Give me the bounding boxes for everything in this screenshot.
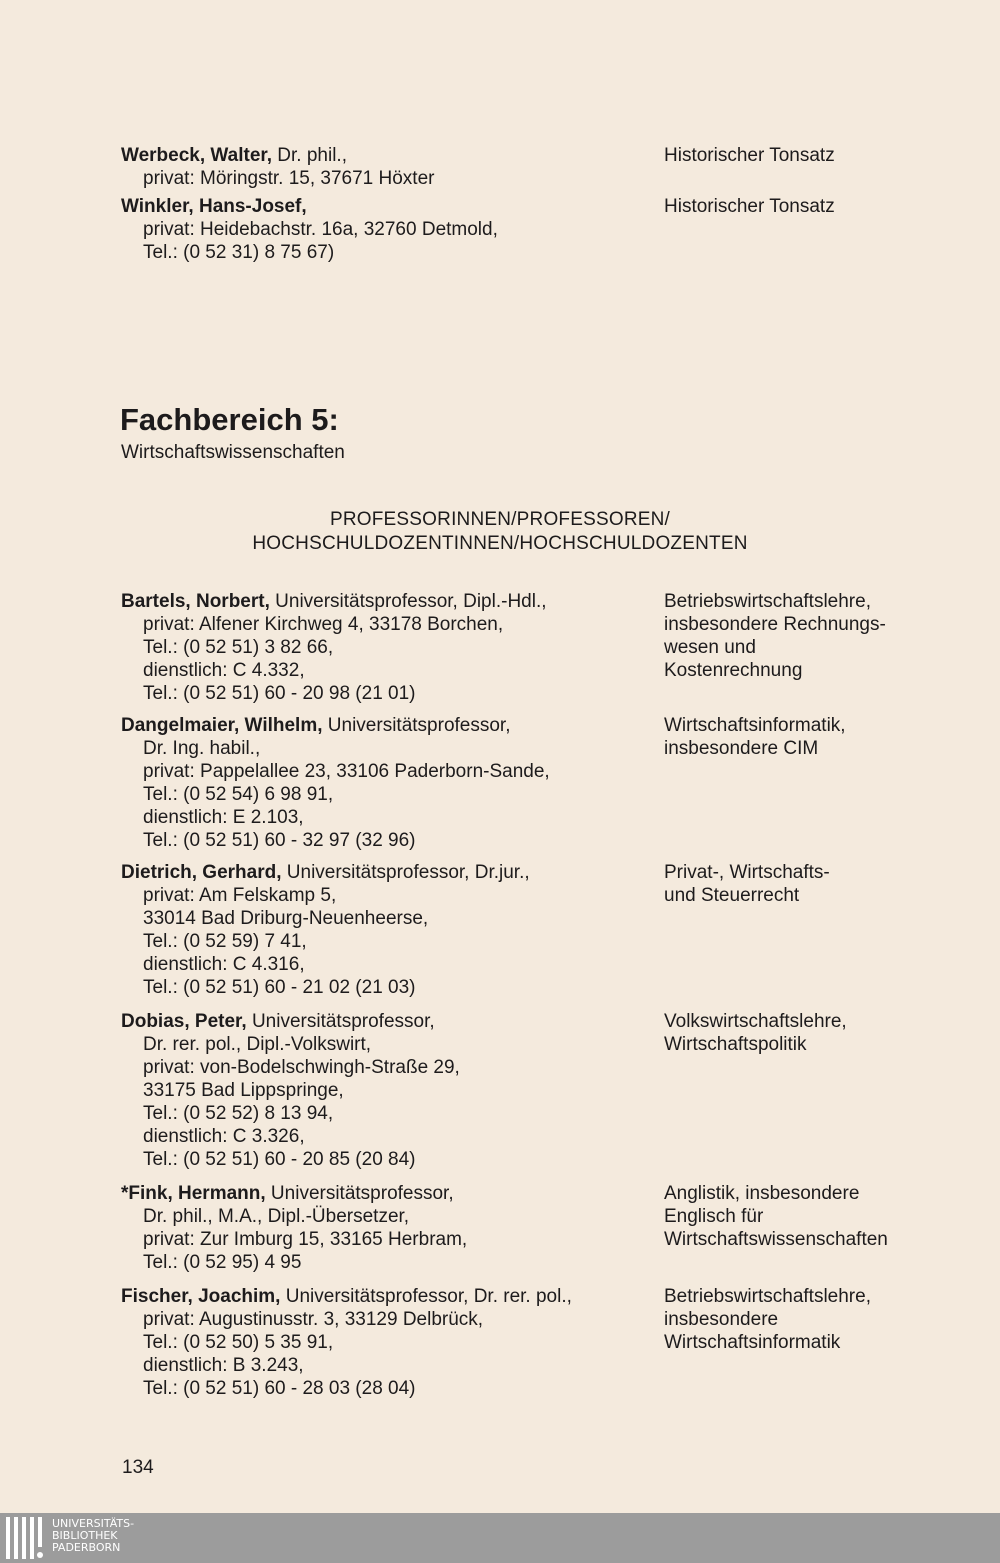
- person-name: Fischer, Joachim,: [121, 1286, 281, 1307]
- subject-line: wesen und: [664, 637, 756, 658]
- entry-detail-line: dienstlich: B 3.243,: [143, 1355, 304, 1376]
- page-number: 134: [122, 1457, 154, 1478]
- entry-first-line: [121, 195, 641, 218]
- person-name: Bartels, Norbert,: [121, 591, 270, 612]
- entry-detail-line: Tel.: (0 52 51) 60 - 20 98 (21 01): [143, 683, 416, 704]
- library-logo-text: [52, 1518, 134, 1554]
- subject-line: Betriebswirtschaftslehre,: [664, 1286, 871, 1307]
- entry-details: [121, 1285, 641, 1400]
- entry-detail-line: dienstlich: C 4.316,: [143, 954, 305, 975]
- subject-line: Wirtschaftsinformatik: [664, 1332, 841, 1353]
- entry-subject: [664, 714, 984, 760]
- entry-detail-line: privat: Heidebachstr. 16a, 32760 Detmold,: [143, 219, 498, 240]
- entry-details: [121, 195, 641, 264]
- subject-line: Historischer Tonsatz: [664, 196, 835, 217]
- subject-line: Volkswirtschaftslehre,: [664, 1011, 847, 1032]
- entry-first-line: [121, 590, 641, 613]
- person-title: Universitätsprofessor, Dr. rer. pol.,: [280, 1286, 572, 1307]
- entry-details: [121, 590, 641, 705]
- entry-detail-line: Tel.: (0 52 51) 3 82 66,: [143, 637, 334, 658]
- entry-detail-line: Tel.: (0 52 50) 5 35 91,: [143, 1332, 334, 1353]
- entry-subject: [664, 144, 984, 167]
- entry-detail-line: dienstlich: C 3.326,: [143, 1126, 305, 1147]
- entry-detail-line: privat: Pappelallee 23, 33106 Paderborn-Sande,: [143, 761, 550, 782]
- person-name: *Fink, Hermann,: [121, 1183, 266, 1204]
- person-title: Universitätsprofessor,: [246, 1011, 435, 1032]
- entry-detail-line: Tel.: (0 52 52) 8 13 94,: [143, 1103, 334, 1124]
- entry-detail-line: Dr. Ing. habil.,: [143, 738, 261, 759]
- subject-line: Kostenrechnung: [664, 660, 803, 681]
- entry-detail-line: Tel.: (0 52 51) 60 - 32 97 (32 96): [143, 830, 416, 851]
- subject-line: Anglistik, insbesondere: [664, 1183, 860, 1204]
- group-heading-line-1: PROFESSORINNEN/PROFESSOREN/: [329, 509, 671, 530]
- person-title: Dr. phil.,: [272, 145, 347, 166]
- entry-detail-line: Dr. rer. pol., Dipl.-Volkswirt,: [143, 1034, 372, 1055]
- entry-details: [121, 714, 641, 852]
- entry-detail-line: privat: Zur Imburg 15, 33165 Herbram,: [143, 1229, 468, 1250]
- section-subtitle: Wirtschaftswissenschaften: [121, 442, 345, 463]
- entry-detail-line: Tel.: (0 52 31) 8 75 67): [143, 242, 335, 263]
- entry-detail-line: 33014 Bad Driburg-Neuenheerse,: [143, 908, 429, 929]
- entry-first-line: [121, 1010, 641, 1033]
- entry-first-line: [121, 1182, 641, 1205]
- entry-subject: [664, 195, 984, 218]
- person-name: Dietrich, Gerhard,: [121, 862, 282, 883]
- library-logo-icon: [4, 1517, 48, 1559]
- subject-line: insbesondere CIM: [664, 738, 819, 759]
- entry-subject: [664, 590, 984, 682]
- person-title: Universitätsprofessor, Dr.jur.,: [281, 862, 530, 883]
- person-title: Universitätsprofessor,: [322, 715, 511, 736]
- entry-detail-line: privat: Möringstr. 15, 37671 Höxter: [143, 168, 435, 189]
- entry-detail-line: privat: von-Bodelschwingh-Straße 29,: [143, 1057, 460, 1078]
- person-name: Werbeck, Walter,: [121, 145, 273, 166]
- subject-line: Privat-, Wirtschafts-: [664, 862, 830, 883]
- person-name: Dangelmaier, Wilhelm,: [121, 715, 323, 736]
- entry-details: [121, 1010, 641, 1171]
- entry-details: [121, 861, 641, 999]
- entry-details: [121, 144, 641, 190]
- entry-detail-line: Tel.: (0 52 59) 7 41,: [143, 931, 307, 952]
- entry-detail-line: Dr. phil., M.A., Dipl.-Übersetzer,: [143, 1206, 410, 1227]
- entry-detail-line: privat: Augustinusstr. 3, 33129 Delbrück,: [143, 1309, 484, 1330]
- entry-subject: [664, 861, 984, 907]
- entry-detail-line: Tel.: (0 52 51) 60 - 21 02 (21 03): [143, 977, 416, 998]
- entry-details: [121, 1182, 641, 1274]
- entry-first-line: [121, 144, 641, 167]
- person-title: Universitätsprofessor,: [265, 1183, 454, 1204]
- entry-first-line: [121, 1285, 641, 1308]
- entry-detail-line: dienstlich: C 4.332,: [143, 660, 305, 681]
- entry-detail-line: Tel.: (0 52 95) 4 95: [143, 1252, 302, 1273]
- entry-detail-line: dienstlich: E 2.103,: [143, 807, 304, 828]
- logo-line-1: UNIVERSITÄTS-: [52, 1517, 135, 1530]
- entry-detail-line: privat: Am Felskamp 5,: [143, 885, 337, 906]
- subject-line: Englisch für: [664, 1206, 764, 1227]
- person-title: Universitätsprofessor, Dipl.-Hdl.,: [269, 591, 547, 612]
- subject-line: und Steuerrecht: [664, 885, 800, 906]
- subject-line: Betriebswirtschaftslehre,: [664, 591, 871, 612]
- logo-line-2: BIBLIOTHEK: [52, 1529, 118, 1542]
- subject-line: Wirtschaftswissenschaften: [664, 1229, 888, 1250]
- person-name: Dobias, Peter,: [121, 1011, 247, 1032]
- entry-detail-line: 33175 Bad Lippspringe,: [143, 1080, 344, 1101]
- section-title: Fachbereich 5:: [120, 402, 339, 437]
- library-footer-bar: [0, 1513, 1000, 1563]
- logo-line-3: PADERBORN: [52, 1541, 121, 1554]
- entry-subject: [664, 1285, 984, 1354]
- group-heading-line-2: HOCHSCHULDOZENTINNEN/HOCHSCHULDOZENTEN: [252, 533, 748, 554]
- entry-detail-line: Tel.: (0 52 51) 60 - 20 85 (20 84): [143, 1149, 416, 1170]
- entry-detail-line: privat: Alfener Kirchweg 4, 33178 Borchen,: [143, 614, 504, 635]
- entry-first-line: [121, 861, 641, 884]
- subject-line: insbesondere Rechnungs-: [664, 614, 886, 635]
- entry-subject: [664, 1010, 984, 1056]
- subject-line: insbesondere: [664, 1309, 779, 1330]
- entry-detail-line: Tel.: (0 52 51) 60 - 28 03 (28 04): [143, 1378, 416, 1399]
- person-name: Winkler, Hans-Josef,: [121, 196, 307, 217]
- subject-line: Wirtschaftsinformatik,: [664, 715, 846, 736]
- subject-line: Historischer Tonsatz: [664, 145, 835, 166]
- entry-subject: [664, 1182, 984, 1251]
- entry-first-line: [121, 714, 641, 737]
- subject-line: Wirtschaftspolitik: [664, 1034, 807, 1055]
- entry-detail-line: Tel.: (0 52 54) 6 98 91,: [143, 784, 334, 805]
